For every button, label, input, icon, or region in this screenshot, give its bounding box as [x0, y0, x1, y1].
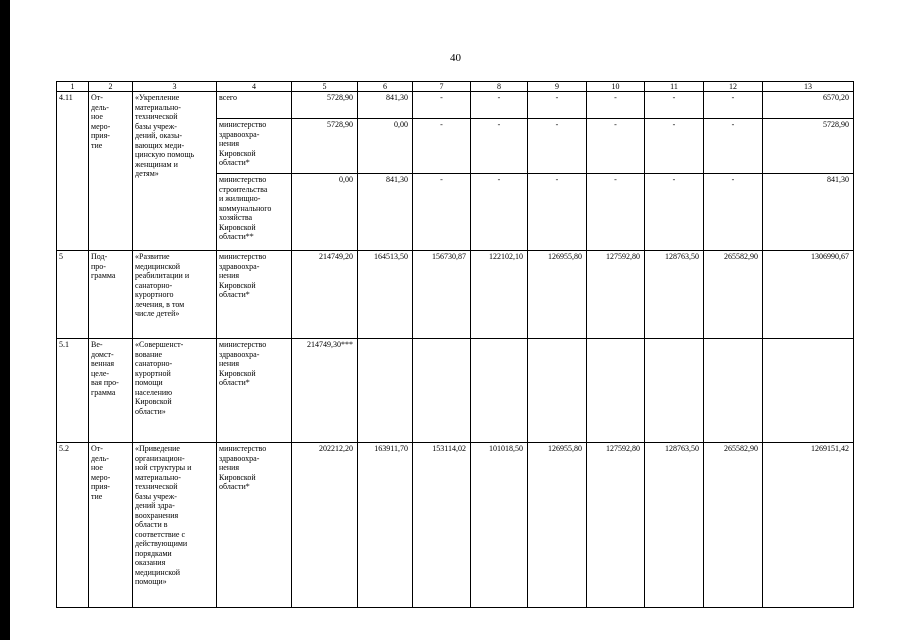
value-cell: 0,00	[358, 119, 413, 174]
column-header: 12	[704, 82, 763, 92]
value-cell: 214749,30***	[292, 339, 358, 443]
value-cell: 265582,90	[704, 251, 763, 339]
value-cell: 841,30	[358, 174, 413, 251]
value-cell: 127592,80	[587, 251, 645, 339]
value-cell: 101018,50	[471, 443, 528, 608]
row-number: 5.2	[57, 443, 89, 608]
value-cell: 202212,20	[292, 443, 358, 608]
empty-cell	[704, 339, 763, 443]
budget-table	[56, 81, 854, 608]
value-cell: -	[471, 174, 528, 251]
column-header: 5	[292, 82, 358, 92]
row-number: 5	[57, 251, 89, 339]
column-header: 10	[587, 82, 645, 92]
column-header: 13	[763, 82, 854, 92]
row-name: «Приведение организацион- ной структуры и материально- технической базы учреж- дений здра- воохранения области в соответствие с действующими порядками оказания медицинской помощи»	[133, 443, 217, 608]
table-row	[57, 251, 854, 339]
column-header: 3	[133, 82, 217, 92]
value-cell: -	[413, 174, 471, 251]
executor-cell: министерство строительства и жилищно- коммунального хозяйства Кировской области**	[217, 174, 292, 251]
empty-cell	[358, 339, 413, 443]
empty-cell	[587, 339, 645, 443]
row-name: «Развитие медицинской реабилитации и санаторно- курортного лечения, в том числе детей»	[133, 251, 217, 339]
value-cell: 1306990,67	[763, 251, 854, 339]
value-cell: 0,00	[292, 174, 358, 251]
value-cell: -	[528, 119, 587, 174]
value-cell: 1269151,42	[763, 443, 854, 608]
table-row	[57, 443, 854, 608]
empty-cell	[528, 339, 587, 443]
value-cell: 126955,80	[528, 443, 587, 608]
value-cell: -	[587, 174, 645, 251]
value-cell: -	[528, 174, 587, 251]
value-cell: -	[704, 92, 763, 119]
value-cell: 126955,80	[528, 251, 587, 339]
value-cell: 122102,10	[471, 251, 528, 339]
column-header: 6	[358, 82, 413, 92]
row-name: «Совершенст- вование санаторно- курортной помощи населению Кировской области»	[133, 339, 217, 443]
value-cell: 214749,20	[292, 251, 358, 339]
value-cell: 163911,70	[358, 443, 413, 608]
value-cell: -	[471, 119, 528, 174]
empty-cell	[763, 339, 854, 443]
row-name: «Укрепление материально- технической базы учреж- дений, оказы- вающих меди- цинскую помощь женщинам и детям»	[133, 92, 217, 251]
executor-cell: министерство здравоохра- нения Кировской области*	[217, 251, 292, 339]
value-cell: -	[413, 92, 471, 119]
value-cell: -	[413, 119, 471, 174]
left-page-edge	[0, 0, 10, 640]
row-type: От- дель- ное меро- прия- тие	[89, 92, 133, 251]
column-header: 11	[645, 82, 704, 92]
value-cell: -	[528, 92, 587, 119]
value-cell: 6570,20	[763, 92, 854, 119]
table-row	[57, 92, 854, 119]
value-cell: 265582,90	[704, 443, 763, 608]
value-cell: 5728,90	[292, 119, 358, 174]
table-row	[57, 339, 854, 443]
column-header: 7	[413, 82, 471, 92]
value-cell: -	[645, 119, 704, 174]
row-type: От- дель- ное меро- прия- тие	[89, 443, 133, 608]
value-cell: 128763,50	[645, 251, 704, 339]
value-cell: 5728,90	[763, 119, 854, 174]
value-cell: 164513,50	[358, 251, 413, 339]
value-cell: -	[704, 119, 763, 174]
value-cell: 128763,50	[645, 443, 704, 608]
row-number: 4.11	[57, 92, 89, 251]
page-number: 40	[450, 52, 461, 64]
executor-cell: всего	[217, 92, 292, 119]
column-header: 2	[89, 82, 133, 92]
value-cell: -	[645, 92, 704, 119]
column-header: 8	[471, 82, 528, 92]
value-cell: -	[587, 119, 645, 174]
executor-cell: министерство здравоохра- нения Кировской области*	[217, 443, 292, 608]
executor-cell: министерство здравоохра- нения Кировской области*	[217, 119, 292, 174]
value-cell: 127592,80	[587, 443, 645, 608]
row-type: Под- про- грамма	[89, 251, 133, 339]
value-cell: 841,30	[358, 92, 413, 119]
value-cell: -	[587, 92, 645, 119]
value-cell: 153114,02	[413, 443, 471, 608]
value-cell: 5728,90	[292, 92, 358, 119]
value-cell: -	[645, 174, 704, 251]
empty-cell	[645, 339, 704, 443]
row-type: Ве- домст- венная целе- вая про- грамма	[89, 339, 133, 443]
value-cell: 156730,87	[413, 251, 471, 339]
executor-cell: министерство здравоохра- нения Кировской области*	[217, 339, 292, 443]
row-number: 5.1	[57, 339, 89, 443]
column-header: 4	[217, 82, 292, 92]
value-cell: -	[704, 174, 763, 251]
value-cell: 841,30	[763, 174, 854, 251]
column-header: 1	[57, 82, 89, 92]
value-cell: -	[471, 92, 528, 119]
empty-cell	[471, 339, 528, 443]
column-header-row	[57, 82, 854, 92]
empty-cell	[413, 339, 471, 443]
column-header: 9	[528, 82, 587, 92]
